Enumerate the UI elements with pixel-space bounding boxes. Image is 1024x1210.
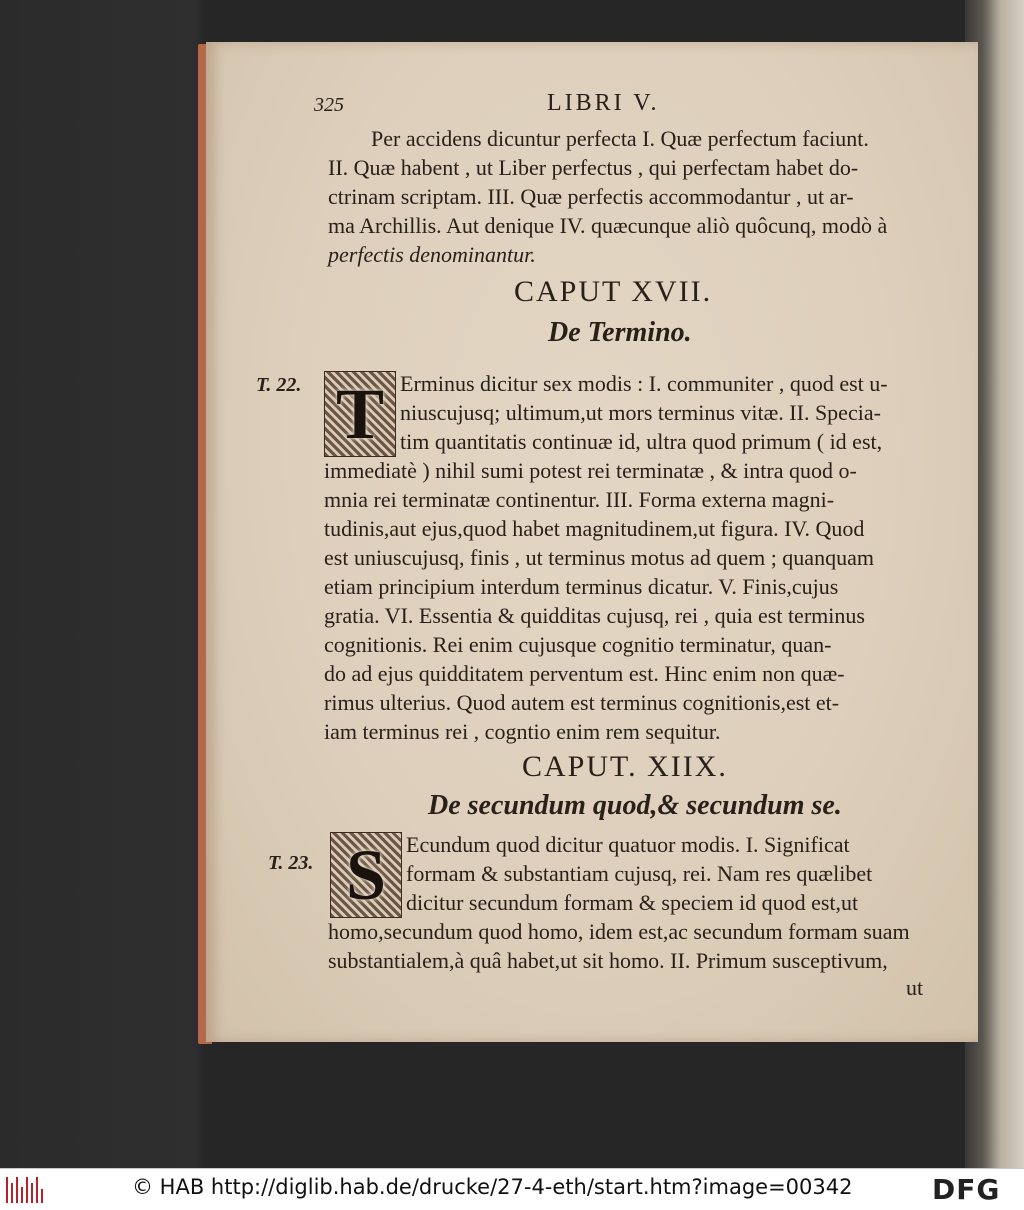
text-line: Erminus dicitur sex modis : I. communiter , quod est u-	[400, 371, 888, 396]
text-line: II. Quæ habent , ut Liber perfectus , qui perfectam habet do-	[328, 155, 859, 180]
initial-letter: T	[335, 374, 385, 454]
chapter-title: CAPUT. XIIX.	[522, 750, 728, 783]
dfg-logo: DFG	[932, 1173, 1001, 1206]
text-line: ctrinam scriptam. III. Quæ perfectis accommodantur , ut ar-	[328, 184, 854, 209]
catchword: ut	[906, 975, 924, 1000]
text-line: etiam principium interdum terminus dicatur. V. Finis,cujus	[324, 574, 839, 599]
text-line: immediatè ) nihil sumi potest rei terminatæ , & intra quod o-	[324, 458, 857, 483]
chapter-title: CAPUT XVII.	[514, 275, 713, 308]
decorated-initial	[324, 371, 396, 457]
text-line: homo,secundum quod homo, idem est,ac secundum formam suam	[328, 919, 910, 944]
initial-letter: S	[345, 835, 387, 915]
margin-note: T. 23.	[268, 852, 314, 874]
page-number: 325	[314, 94, 344, 116]
text-line: tim quantitatis continuæ id, ultra quod primum ( id est,	[400, 429, 883, 454]
text-line: formam & substantiam cujusq, rei. Nam res quælibet	[406, 861, 873, 886]
text-line: Ecundum quod dicitur quatuor modis. I. Significat	[406, 832, 850, 857]
footer-bar	[0, 1168, 1024, 1210]
source-citation-link[interactable]: © HAB http://diglib.hab.de/drucke/27-4-eth/start.htm?image=00342	[132, 1175, 853, 1199]
text-line: est uniuscujusq, finis , ut terminus motus ad quem ; quanquam	[324, 545, 874, 570]
running-title: LIBRI V.	[547, 90, 660, 116]
text-line: cognitionis. Rei enim cujusque cognitio terminatur, quan-	[324, 632, 832, 657]
text-line: do ad ejus quidditatem perventum est. Hinc enim non quæ-	[324, 661, 845, 686]
decorated-initial	[330, 832, 402, 918]
margin-note: T. 22.	[256, 374, 302, 396]
text-line: dicitur secundum formam & speciem id quod est,ut	[406, 890, 859, 915]
chapter-subtitle: De Termino.	[548, 317, 692, 348]
text-line: gratia. VI. Essentia & quidditas cujusq, rei , quia est terminus	[324, 603, 865, 628]
book-page	[206, 42, 978, 1042]
text-line: rimus ulterius. Quod autem est terminus cognitionis,est et-	[324, 690, 840, 715]
text-line: niuscujusq; ultimum,ut mors terminus vitæ. II. Specia-	[400, 400, 881, 425]
text-line: ma Archillis. Aut denique IV. quæcunque aliò quôcunq, modò à	[328, 213, 888, 238]
text-line: tudinis,aut ejus,quod habet magnitudinem,ut figura. IV. Quod	[324, 516, 865, 541]
text-line: iam terminus rei , cogntio enim rem sequitur.	[324, 719, 721, 744]
text-line: Per accidens dicuntur perfecta I. Quæ perfectum faciunt.	[371, 126, 869, 151]
text-line: substantialem,à quâ habet,ut sit homo. II. Primum susceptivum,	[328, 948, 888, 973]
text-line: perfectis denominantur.	[328, 242, 536, 267]
hab-logo-icon	[6, 1177, 46, 1203]
text-line: mnia rei terminatæ continentur. III. Forma externa magni-	[324, 487, 835, 512]
chapter-subtitle: De secundum quod,& secundum se.	[428, 790, 842, 821]
